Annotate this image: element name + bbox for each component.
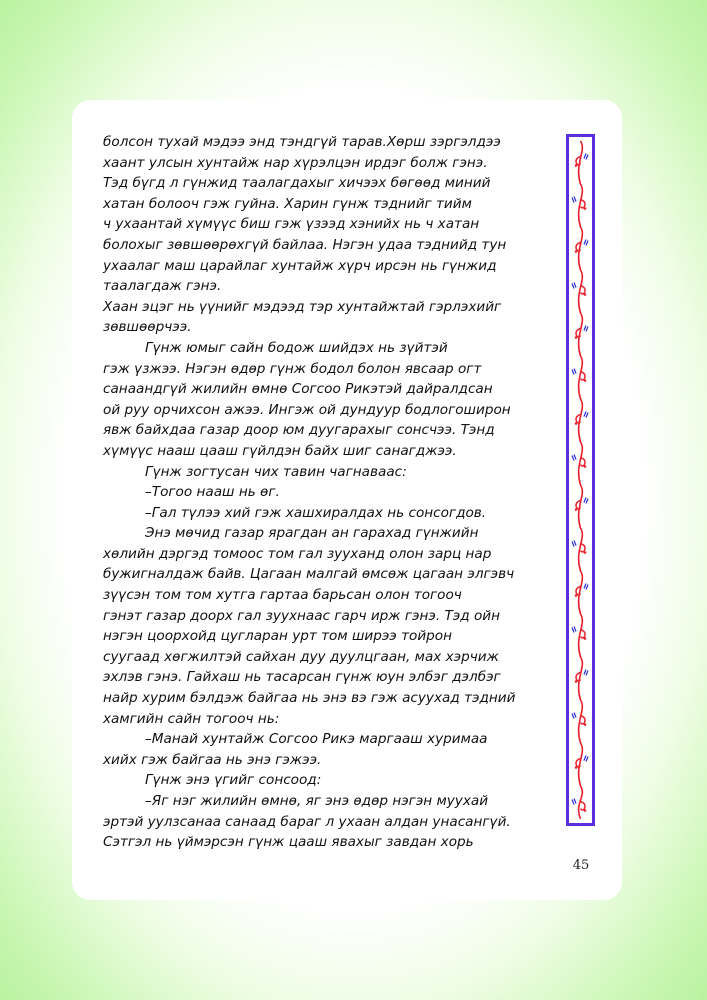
- text-line: Тэд бүгд л гүнжид таалагдахыг хичээх бөгөөд миний: [103, 175, 491, 192]
- text-line: болсон тухай мэдээ энд тэндгүй тарав.Хөрш зэргэлдээ: [103, 134, 501, 150]
- text-line: –Манай хунтайж Согсоо Рикэ маргааш хуримаа: [145, 731, 488, 748]
- text-line: Гүнж юмыг сайн бодож шийдэх нь зүйтэй: [145, 339, 448, 356]
- text-line: Хаан эцэг нь үүнийг мэдээд тэр хунтайжтай гэрлэхийг: [103, 298, 502, 315]
- vine-dot: [575, 250, 578, 253]
- vine-dot: [575, 508, 578, 511]
- vine-dot: [584, 379, 587, 382]
- vine-dot: [584, 293, 587, 296]
- text-line: хамгийн сайн тогооч нь:: [103, 710, 280, 727]
- vine-dot: [575, 422, 578, 425]
- text-line: зөвшөөрчээ.: [103, 319, 192, 336]
- text-line: Гүнж энэ үгийг сонсоод:: [145, 772, 322, 789]
- text-line: бужигналдаж байв. Цагаан малгай өмсөж цагаан элгэвч: [103, 566, 515, 583]
- text-line: хөлийн дэргэд томоос том гал зууханд олон зарц нар: [103, 545, 492, 562]
- vertical-vine-ornament-icon: [569, 137, 592, 823]
- vine-leaf: [572, 283, 576, 289]
- text-line: нэгэн цоорхойд цугларан урт том ширээ тойрон: [103, 628, 452, 645]
- vine-dot: [584, 723, 587, 726]
- text-line: Сэтгэл нь үймэрсэн гүнж цааш явахыг завдан хорь: [103, 834, 474, 851]
- text-line: –Яг нэг жилийн өмнө, яг энэ өдөр нэгэн муухай: [145, 793, 489, 809]
- text-line: –Гал түлээ хий гэж хашхиралдах нь сонсогдов.: [145, 504, 487, 521]
- text-line: явж байхдаа газар доор юм дуугарахыг сонсчээ. Тэнд: [103, 422, 495, 439]
- text-line: –Тогоо нааш нь өг.: [145, 484, 280, 501]
- vine-leaf: [584, 240, 588, 246]
- text-line: Энэ мөчид газар ярагдан ан гарахад гүнжийн: [145, 525, 479, 542]
- page-number: 45: [572, 858, 590, 873]
- text-line: гэж үзжээ. Нэгэн өдөр гүнж бодол болон явсаар огт: [103, 360, 482, 377]
- text-line: санаандгүй жилийн өмнө Согсоо Рикэтэй дайралдсан: [103, 381, 493, 398]
- text-line: ч ухаантай хүмүүс биш гэж үзээд хэнийх нь ч хатан: [103, 216, 480, 233]
- text-line: хүмүүс нааш цааш гүйлдэн байх шиг санагджээ.: [103, 442, 457, 459]
- story-text: [103, 132, 535, 853]
- text-line: хаант улсын хунтайж нар хүрэлцэн ирдэг болж гэнэ.: [103, 154, 488, 171]
- text-line: ухаалаг маш царайлаг хунтайж хүрч ирсэн нь гүнжид: [103, 257, 497, 274]
- vine-leaf: [584, 326, 588, 332]
- text-line: зүүсэн том том хутга гартаа барьсан олон тогооч: [103, 587, 462, 604]
- text-line: суугаад хөгжилтэй сайхан дуу дуулцгаан, мах хэрчиж: [103, 648, 499, 665]
- vine-dot: [584, 465, 587, 468]
- vine-leaf: [572, 627, 576, 633]
- text-line: болохыг зөвшөөрөхгүй байлаа. Нэгэн удаа тэднийд тун: [103, 236, 507, 253]
- text-line: гэнэт газар доорх гал зуухнаас гарч ирж гэнэ. Тэд ойн: [103, 607, 500, 624]
- vine-dot: [575, 336, 578, 339]
- vine-leaf: [572, 713, 576, 719]
- vine-leaf: [584, 756, 588, 762]
- vine-leaf: [584, 498, 588, 504]
- text-line: таалагдаж гэнэ.: [103, 278, 222, 295]
- text-line: хийх гэж байгаа нь энэ гэжээ.: [103, 751, 322, 768]
- vine-leaf: [572, 541, 576, 547]
- vine-leaf: [584, 584, 588, 590]
- vine-dot: [575, 766, 578, 769]
- text-line: Гүнж зогтусан чих тавин чагнаваас:: [145, 463, 407, 480]
- vine-dot: [584, 207, 587, 210]
- vine-leaf: [572, 799, 576, 805]
- vine-leaf: [572, 197, 576, 203]
- vine-leaf: [572, 369, 576, 375]
- vine-dot: [575, 164, 578, 167]
- vine-leaf: [584, 412, 588, 418]
- vine-dot: [575, 680, 578, 683]
- vine-leaf: [584, 154, 588, 160]
- vine-curl: [581, 802, 586, 811]
- vine-dot: [575, 594, 578, 597]
- vine-leaf: [572, 455, 576, 461]
- text-line: найр хурим бэлдэж байгаа нь энэ вэ гэж асуухад тэдний: [103, 690, 516, 707]
- vine-dot: [584, 809, 587, 812]
- vine-dot: [584, 637, 587, 640]
- vine-dot: [584, 551, 587, 554]
- text-line: ой руу орчихсон ажээ. Ингэж ой дундуур бодлогоширон: [103, 401, 511, 418]
- text-line: эртэй уулзсанаа санаад бараг л ухаан алдан унасангүй.: [103, 813, 511, 830]
- text-line: эхлэв гэнэ. Гайхаш нь тасарсан гүнж юун элбэг дэлбэг: [103, 669, 501, 686]
- text-line: хатан болооч гэж гуйна. Харин гүнж тэднийг тийм: [103, 195, 472, 212]
- ornament-frame: [566, 134, 595, 826]
- vine-leaf: [584, 670, 588, 676]
